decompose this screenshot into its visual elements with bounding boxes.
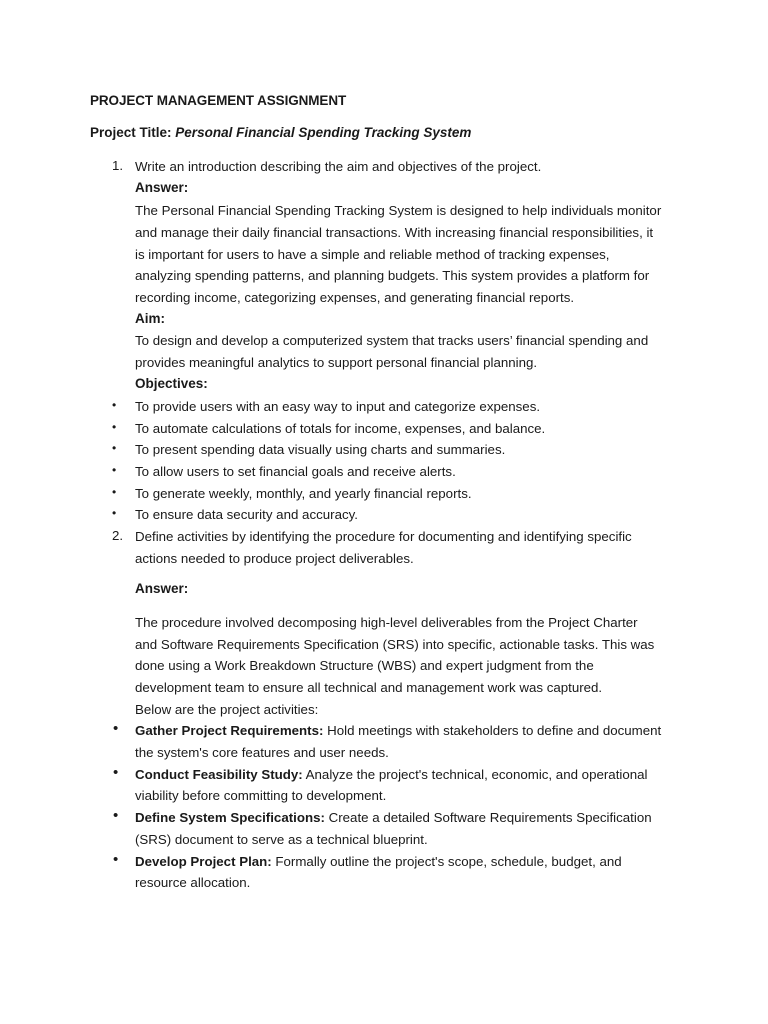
activity-label: Define System Specifications: <box>135 810 325 825</box>
question-number-2: 2. <box>112 528 124 543</box>
activity-text: Formally outline the project's scope, schedule, budget, and <box>275 854 622 869</box>
bullet-icon: • <box>112 420 117 434</box>
objective-item: To allow users to set financial goals and receive alerts. <box>135 464 456 479</box>
bullet-icon: • <box>112 506 117 520</box>
q1-answer-line: recording income, categorizing expenses, and generating financial reports. <box>135 290 575 305</box>
aim-heading: Aim: <box>135 311 165 326</box>
q2-answer-line: development team to ensure all technical and management work was captured. <box>135 680 603 695</box>
bullet-icon: • <box>112 485 117 499</box>
activity-item <box>135 722 661 740</box>
project-title-value: Personal Financial Spending Tracking System <box>175 125 472 140</box>
activity-text: Create a detailed Software Requirements Specification <box>328 810 652 825</box>
q1-answer-heading: Answer: <box>135 180 189 195</box>
bullet-icon: • <box>112 463 117 477</box>
activity-label: Develop Project Plan: <box>135 854 272 869</box>
question-1-text: Write an introduction describing the aim and objectives of the project. <box>135 159 542 174</box>
aim-line: provides meaningful analytics to support personal financial planning. <box>135 355 538 370</box>
q2-answer-line: Below are the project activities: <box>135 702 319 717</box>
q2-answer-line: The procedure involved decomposing high-level deliverables from the Project Charter <box>135 615 638 630</box>
activity-text: Analyze the project's technical, economic, and operational <box>305 767 648 782</box>
activity-label: Gather Project Requirements: <box>135 723 324 738</box>
aim-line: To design and develop a computerized system that tracks users’ financial spending and <box>135 333 649 348</box>
activity-text: Hold meetings with stakeholders to define and document <box>327 723 662 738</box>
activity-label: Conduct Feasibility Study: <box>135 767 303 782</box>
bullet-icon: • <box>113 851 119 868</box>
bullet-icon: • <box>113 764 119 781</box>
bullet-icon: • <box>113 720 119 737</box>
bullet-icon: • <box>113 807 119 824</box>
activity-text: viability before committing to development. <box>135 788 387 803</box>
objective-item: To automate calculations of totals for income, expenses, and balance. <box>135 421 546 436</box>
activity-text: resource allocation. <box>135 875 251 890</box>
q1-answer-line: and manage their daily financial transactions. With increasing financial responsibilities, it <box>135 225 654 240</box>
activity-item <box>135 809 652 827</box>
project-title-label: Project Title: <box>90 125 172 140</box>
project-title <box>90 125 471 140</box>
question-2-text: Define activities by identifying the procedure for documenting and identifying specific <box>135 529 632 544</box>
objective-item: To provide users with an easy way to input and categorize expenses. <box>135 399 541 414</box>
q1-answer-line: is important for users to have a simple and reliable method of tracking expenses, <box>135 247 610 262</box>
document-title: PROJECT MANAGEMENT ASSIGNMENT <box>90 93 347 108</box>
activity-item <box>135 853 622 871</box>
q1-answer-line: The Personal Financial Spending Tracking System is designed to help individuals monitor <box>135 203 662 218</box>
activity-item <box>135 766 647 784</box>
q2-answer-heading: Answer: <box>135 581 189 596</box>
question-2-text: actions needed to produce project deliverables. <box>135 551 414 566</box>
objective-item: To present spending data visually using charts and summaries. <box>135 442 506 457</box>
question-number-1: 1. <box>112 158 124 173</box>
q2-answer-line: and Software Requirements Specification (SRS) into specific, actionable tasks. This was <box>135 637 655 652</box>
activity-text: the system's core features and user needs. <box>135 745 389 760</box>
activity-text: (SRS) document to serve as a technical blueprint. <box>135 832 428 847</box>
bullet-icon: • <box>112 398 117 412</box>
q2-answer-line: done using a Work Breakdown Structure (WBS) and expert judgment from the <box>135 658 594 673</box>
objectives-heading: Objectives: <box>135 376 208 391</box>
bullet-icon: • <box>112 441 117 455</box>
objective-item: To ensure data security and accuracy. <box>135 507 358 522</box>
q1-answer-line: analyzing spending patterns, and planning budgets. This system provides a platform for <box>135 268 650 283</box>
objective-item: To generate weekly, monthly, and yearly financial reports. <box>135 486 472 501</box>
